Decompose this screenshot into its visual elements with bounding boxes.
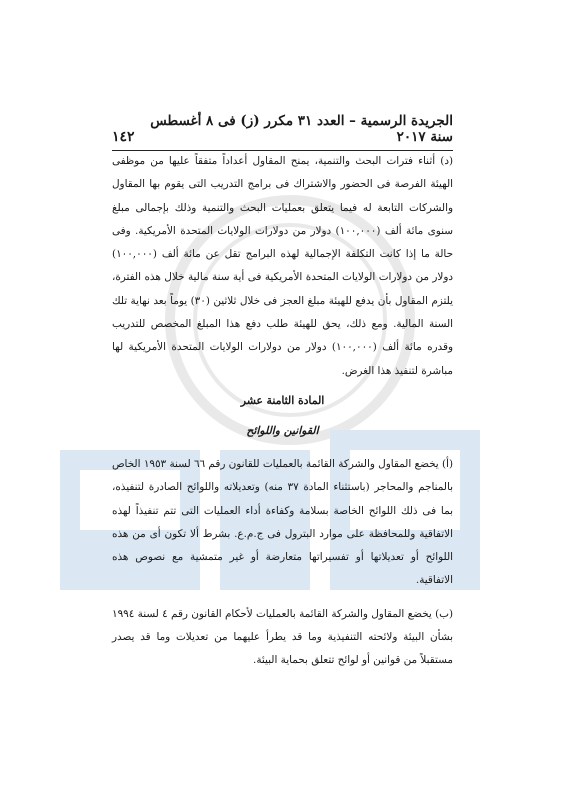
page-number: ١٤٢ <box>112 129 135 145</box>
paragraph-a: (أ) يخضع المقاول والشركة القائمة بالعمليات للقانون رقم ٦٦ لسنة ١٩٥٣ الخاص بالمناجم والمحاجر (باستثناء المادة ٣٧ منه) وتعديلاته واللوائح الصادرة لتنفيذه، بما فى ذلك اللوائح الخاصة بسلامة وكفاءة أداء العمليات التى تتم تنفيذاً لهذه الاتفاقية وللمحافظة على موارد البترول فى ج.م.ع. بشرط ألا تكون أى من هذه اللوائح أو تعديلاتها أو تفسيراتها متعارضة أو غير متمشية مع نصوص هذه الاتفاقية. <box>112 457 453 587</box>
journal-line: الجريدة الرسمية – العدد ٣١ مكرر (ز) فى ٨ أغسطس سنة ٢٠١٧ <box>150 113 453 145</box>
paragraph-d: (د) أثناء فترات البحث والتنمية، يمنح المقاول أعداداً متفقاً عليها من موظفى الهيئة الفرصة فى الحضور والاشتراك فى برامج التدريب التى يقوم بها المقاول والشركات التابعة له فيما يتعلق بعمليات البحث والتنمية وذلك بإجمالى مبلغ سنوى مائة ألف (١٠٠,٠٠٠) دولار من دولارات الولايات المتحدة الأمريكية. وفى حالة ما إذا كانت التكلفة الإجمالية لهذه البرامج تقل عن مائة ألف (١٠٠,٠٠٠) دولار من دولارات الولايات المتحدة الأمريكية فى أية سنة مالية خلال هذه الفترة، يلتزم المقاول بأن يدفع للهيئة مبلغ العجز فى خلال ثلاثين (٣٠) يوماً بعد نهاية تلك السنة المالية. ومع ذلك، يحق للهيئة طلب دفع هذا المبلغ المخصص للتدريب وقدره مائة ألف (١٠٠,٠٠٠) دولار من دولارات الولايات المتحدة الأمريكية لها مباشرة لتنفيذ هذا الغرض. <box>112 155 454 377</box>
paragraph-b: (ب) يخضع المقاول والشركة القائمة بالعمليات لأحكام القانون رقم ٤ لسنة ١٩٩٤ بشأن البيئة ولائحته التنفيذية وما قد يطرأ عليهما من تعديلات وما قد يصدر مستقبلاً من قوانين أو لوائح تتعلق بحماية البيئة. <box>112 607 453 667</box>
page-header <box>112 113 453 151</box>
page-content <box>112 150 453 673</box>
article-title: المادة الثامنة عشر <box>240 393 325 407</box>
article-subtitle: القوانين واللوائح <box>246 423 319 437</box>
